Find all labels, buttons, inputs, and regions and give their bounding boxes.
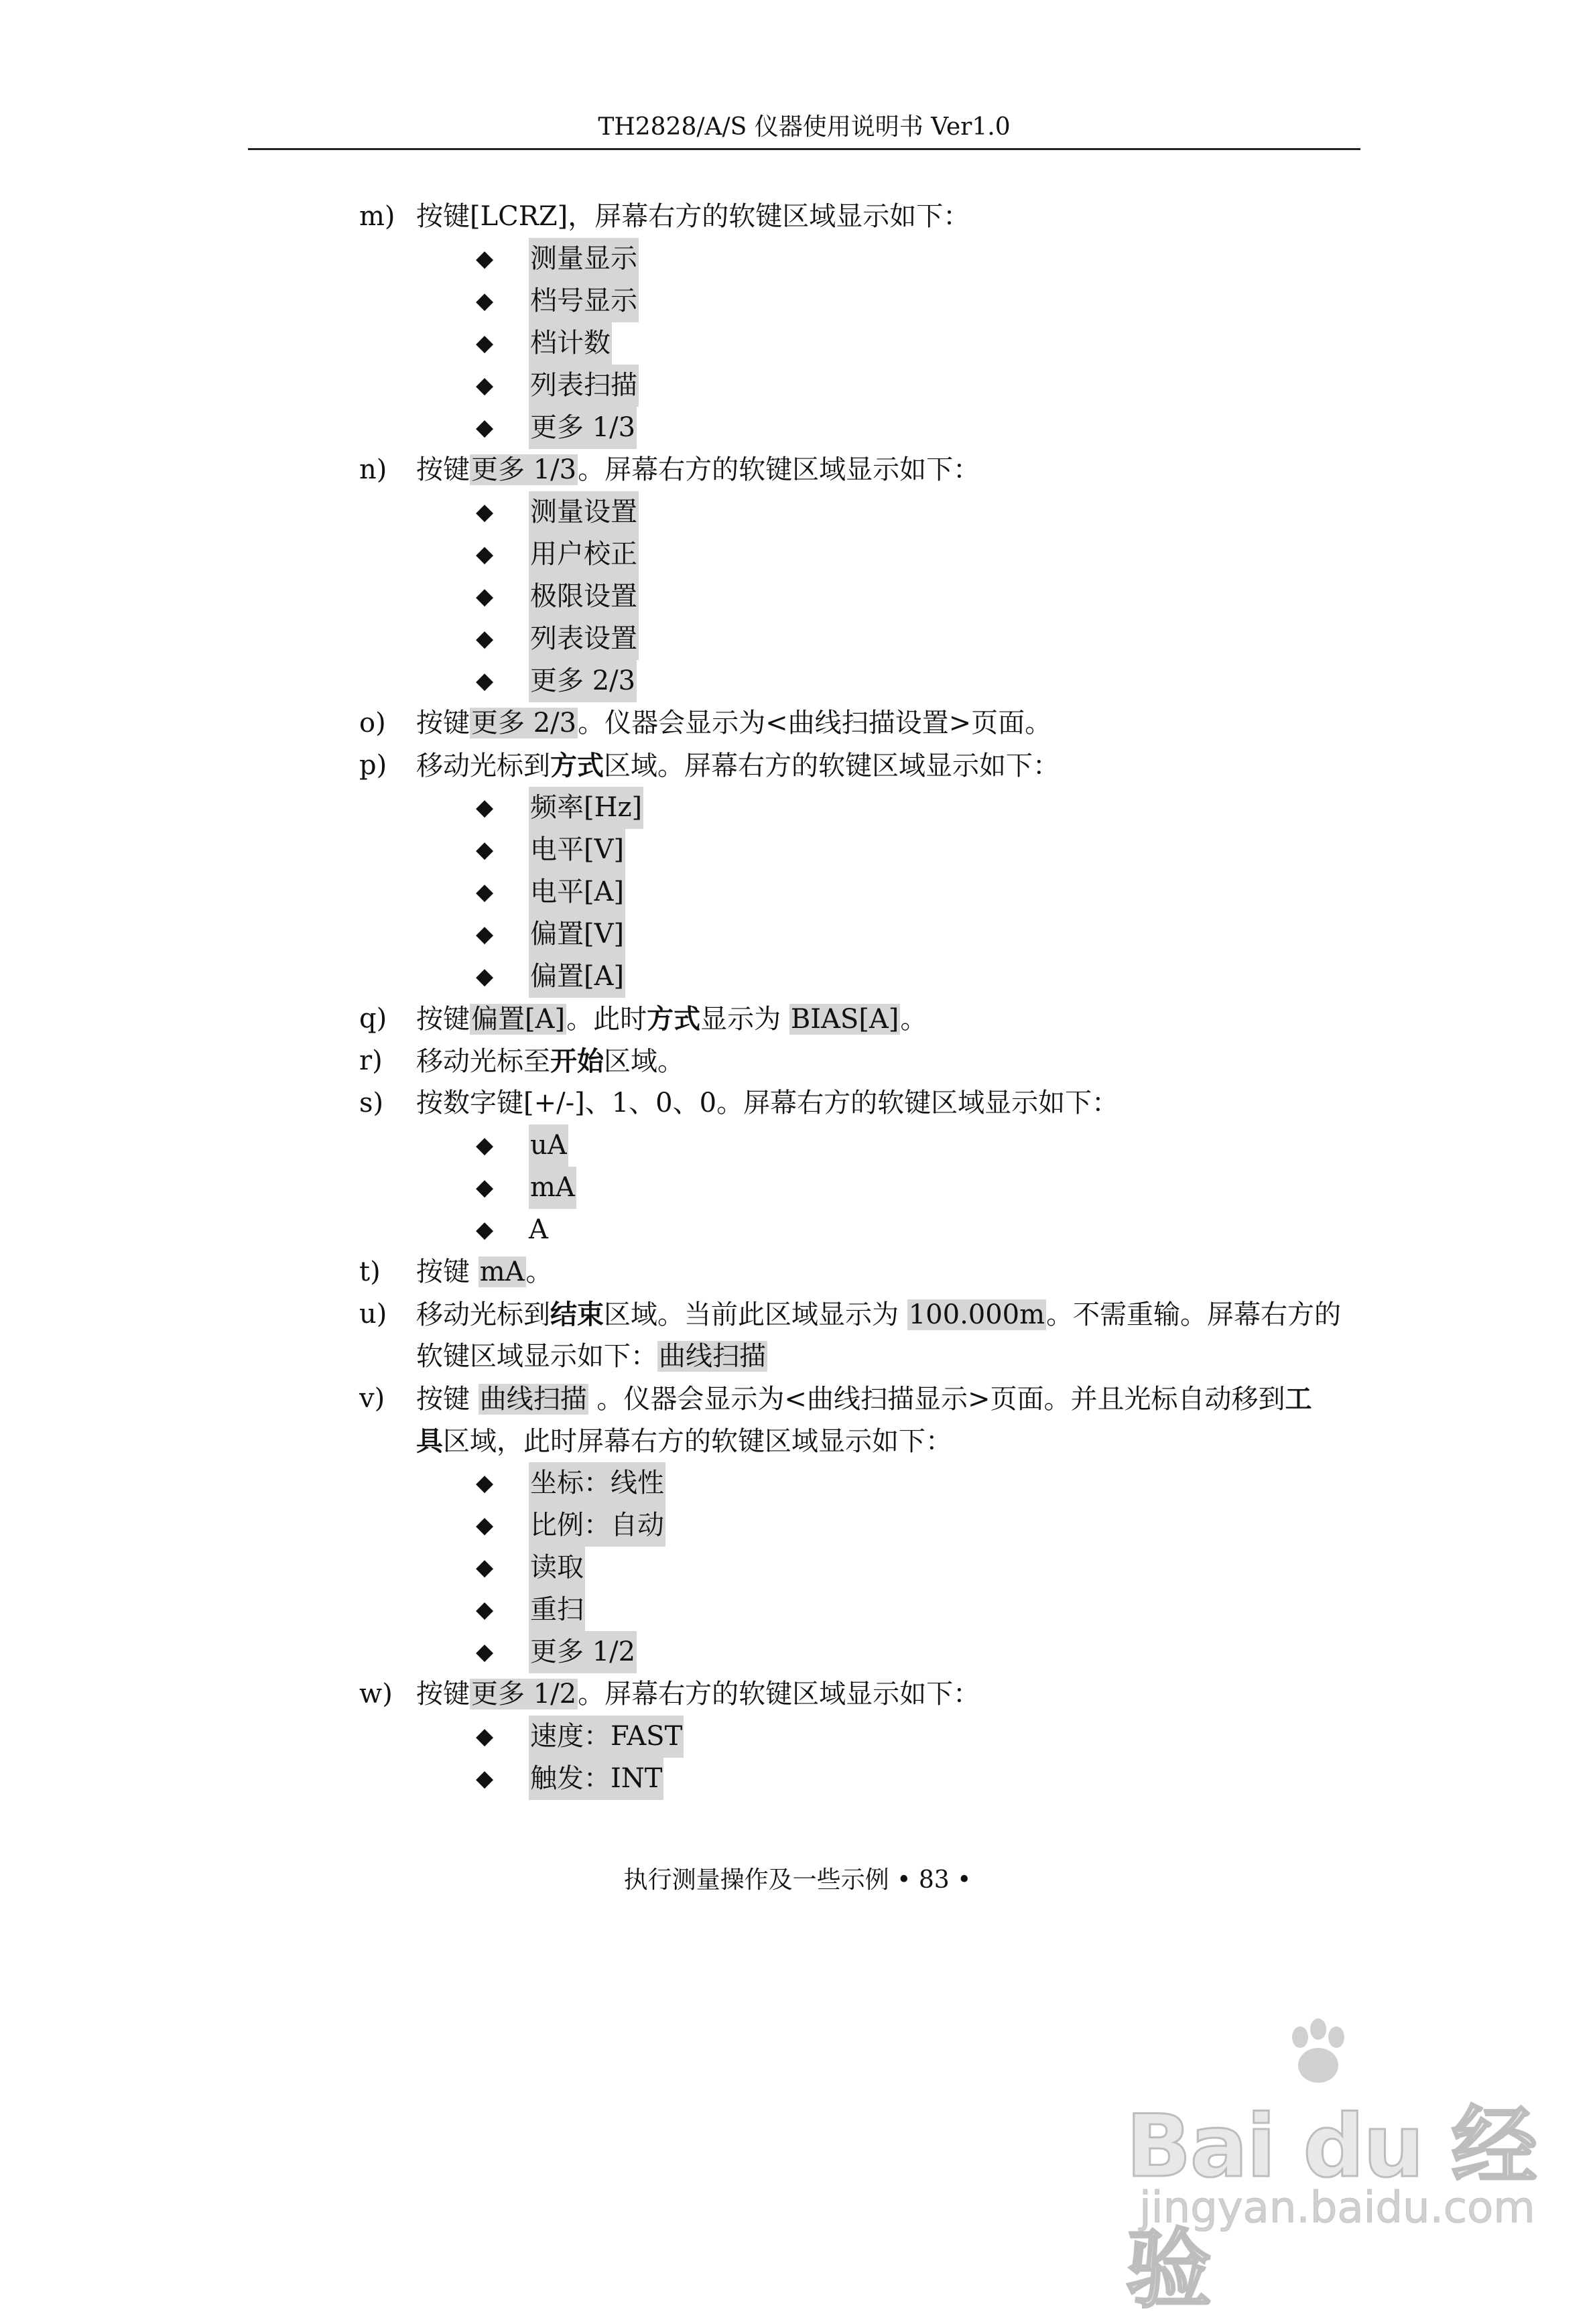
- softkey-label: 列表扫描: [529, 365, 639, 407]
- field-name: 工: [1285, 1383, 1312, 1415]
- softkey-item: [359, 365, 1358, 407]
- softkey-label: 曲线扫描: [479, 1384, 587, 1415]
- softkey-item: [359, 1631, 1358, 1673]
- step-marker: n): [359, 454, 387, 485]
- softkey-label: 更多 1/2: [529, 1631, 637, 1673]
- softkey-item: [359, 829, 1358, 871]
- diamond-bullet-icon: ◆: [476, 667, 494, 694]
- step-marker: p): [359, 750, 387, 781]
- softkey-item: [359, 787, 1358, 829]
- step-text: 按键: [416, 1256, 478, 1287]
- softkey-item: [359, 1209, 1358, 1251]
- step-marker: v): [359, 1383, 385, 1414]
- softkey-item: [359, 1589, 1358, 1631]
- step-marker: s): [359, 1088, 384, 1118]
- diamond-bullet-icon: ◆: [476, 583, 494, 610]
- step-text: 。仪器会显示为<曲线扫描设置>页面。: [578, 708, 1052, 738]
- step-text: 显示为: [700, 1004, 789, 1035]
- baidu-watermark: [1126, 2017, 1555, 2320]
- softkey-label: 偏置[A]: [529, 956, 625, 998]
- softkey-item: [359, 1462, 1358, 1504]
- softkey-label: 更多 2/3: [529, 660, 637, 702]
- softkey-label: 坐标：线性: [529, 1462, 665, 1504]
- instruction-list: [359, 196, 1358, 1800]
- step-text: 区域，此时屏幕右方的软键区域显示如下：: [443, 1426, 952, 1457]
- field-name: 具: [416, 1425, 443, 1457]
- softkey-item: [359, 1758, 1358, 1800]
- step-text: 区域。屏幕右方的软键区域显示如下：: [604, 751, 1060, 781]
- diamond-bullet-icon: ◆: [476, 414, 494, 441]
- diamond-bullet-icon: ◆: [476, 963, 494, 990]
- diamond-bullet-icon: ◆: [476, 245, 494, 272]
- softkey-label: 电平[V]: [529, 829, 625, 871]
- step-marker: w): [359, 1679, 393, 1709]
- step-marker: o): [359, 708, 386, 738]
- step-text: 区域。当前此区域显示为: [604, 1299, 907, 1330]
- diamond-bullet-icon: ◆: [476, 1596, 494, 1623]
- step-s: [359, 1082, 1358, 1124]
- diamond-bullet-icon: ◆: [476, 921, 494, 948]
- key-label: 更多 1/2: [471, 1679, 577, 1709]
- step-text: 。仪器会显示为<曲线扫描显示>页面。并且光标自动移到: [588, 1384, 1285, 1415]
- step-o: [359, 702, 1358, 745]
- step-marker: r): [359, 1045, 383, 1076]
- field-name: 结束: [550, 1299, 604, 1330]
- softkey-label: 测量设置: [529, 491, 639, 533]
- diamond-bullet-icon: ◆: [476, 1512, 494, 1539]
- diamond-bullet-icon: ◆: [476, 1554, 494, 1581]
- step-n: [359, 449, 1358, 491]
- softkey-label: 档号显示: [529, 280, 639, 322]
- field-name: 方式: [647, 1003, 701, 1035]
- softkey-label: 频率[Hz]: [529, 787, 643, 829]
- softkey-label: 档计数: [529, 322, 612, 365]
- step-w: [359, 1673, 1358, 1716]
- step-m: [359, 196, 1358, 238]
- softkey-label: 极限设置: [529, 576, 639, 618]
- softkey-label: 重扫: [529, 1589, 585, 1631]
- page-number: • 83 •: [897, 1866, 972, 1894]
- step-text: 。不需重输。屏幕右方的: [1046, 1299, 1342, 1330]
- step-marker: q): [359, 1003, 387, 1034]
- softkey-label: 触发：INT: [529, 1758, 663, 1800]
- softkey-item: [359, 660, 1358, 702]
- softkey-item: [359, 871, 1358, 913]
- key-label: mA: [479, 1256, 525, 1287]
- step-text: 移动光标到: [416, 1299, 550, 1330]
- diamond-bullet-icon: ◆: [476, 794, 494, 821]
- step-text: ，屏幕右方的软键区域显示如下：: [568, 201, 970, 232]
- step-text: 按键: [416, 1679, 470, 1709]
- step-marker: t): [359, 1256, 381, 1287]
- softkey-label: uA: [529, 1124, 568, 1167]
- softkey-label: mA: [529, 1167, 576, 1209]
- key-label: 偏置[A]: [471, 1004, 566, 1035]
- page-header: TH2828/A/S 仪器使用说明书 Ver1.0: [598, 113, 1011, 141]
- step-v-continued: [359, 1420, 1358, 1462]
- softkey-label: 列表设置: [529, 618, 639, 660]
- softkey-label: 电平[A]: [529, 871, 625, 913]
- field-name: 方式: [550, 750, 604, 781]
- softkey-item: [359, 576, 1358, 618]
- softkey-item: [359, 913, 1358, 956]
- softkey-label: 更多 1/3: [529, 407, 637, 449]
- softkey-item: [359, 322, 1358, 365]
- key-label: [LCRZ]: [470, 201, 568, 232]
- softkey-label: 测量显示: [529, 238, 639, 280]
- step-text: 按键: [416, 201, 470, 232]
- step-text: 。此时: [566, 1004, 647, 1035]
- softkey-label: A: [529, 1214, 548, 1245]
- step-text: 。屏幕右方的软键区域显示如下：: [578, 1679, 980, 1709]
- key-label: 更多 2/3: [471, 708, 577, 738]
- diamond-bullet-icon: ◆: [476, 836, 494, 863]
- diamond-bullet-icon: ◆: [476, 541, 494, 568]
- softkey-label: 读取: [529, 1547, 585, 1589]
- diamond-bullet-icon: ◆: [476, 1470, 494, 1496]
- step-text: 。屏幕右方的软键区域显示如下：: [578, 454, 980, 485]
- diamond-bullet-icon: ◆: [476, 1174, 494, 1201]
- watermark-url: jingyan.baidu.com: [1139, 2183, 1535, 2233]
- diamond-bullet-icon: ◆: [476, 1132, 494, 1159]
- step-q: [359, 998, 1358, 1040]
- step-text: 。: [900, 1004, 928, 1035]
- softkey-item: [359, 1547, 1358, 1589]
- step-r: [359, 1040, 1358, 1082]
- value-label: 100.000m: [908, 1299, 1045, 1330]
- value-label: BIAS[A]: [790, 1004, 899, 1035]
- step-p: [359, 745, 1358, 787]
- step-text: 按键: [416, 1384, 478, 1415]
- softkey-item: [359, 491, 1358, 533]
- step-text: 按键: [416, 1004, 470, 1035]
- step-v: [359, 1378, 1358, 1420]
- step-text: 按键: [416, 454, 470, 485]
- step-u: [359, 1293, 1358, 1336]
- diamond-bullet-icon: ◆: [476, 1765, 494, 1792]
- key-label: 更多 1/3: [471, 454, 577, 485]
- step-t: [359, 1251, 1358, 1293]
- step-text: 按键: [416, 708, 470, 738]
- softkey-item: [359, 1124, 1358, 1167]
- diamond-bullet-icon: ◆: [476, 330, 494, 357]
- softkey-item: [359, 1716, 1358, 1758]
- diamond-bullet-icon: ◆: [476, 1216, 494, 1243]
- softkey-label: 曲线扫描: [659, 1341, 766, 1372]
- step-text: 移动光标到: [416, 751, 550, 781]
- step-u-continued: [359, 1336, 1358, 1378]
- header-rule: [248, 148, 1360, 150]
- diamond-bullet-icon: ◆: [476, 1723, 494, 1750]
- softkey-label: 速度：FAST: [529, 1716, 684, 1758]
- step-text: 区域。: [604, 1046, 684, 1077]
- step-text: 软键区域显示如下：: [416, 1341, 657, 1372]
- diamond-bullet-icon: ◆: [476, 287, 494, 314]
- diamond-bullet-icon: ◆: [476, 625, 494, 652]
- softkey-item: [359, 1504, 1358, 1547]
- footer-text: 执行测量操作及一些示例: [623, 1866, 889, 1894]
- softkey-item: [359, 956, 1358, 998]
- step-text: 按数字键[+/-]、1、0、0。屏幕右方的软键区域显示如下：: [416, 1088, 1119, 1118]
- step-text: 移动光标至: [416, 1046, 550, 1077]
- softkey-label: 比例：自动: [529, 1504, 665, 1547]
- softkey-item: [359, 1167, 1358, 1209]
- watermark-brand: Bai du 经验: [1126, 2097, 1536, 2320]
- diamond-bullet-icon: ◆: [476, 499, 494, 525]
- softkey-item: [359, 280, 1358, 322]
- softkey-item: [359, 238, 1358, 280]
- diamond-bullet-icon: ◆: [476, 1638, 494, 1665]
- field-name: 开始: [550, 1045, 604, 1077]
- softkey-label: 用户校正: [529, 533, 639, 576]
- softkey-item: [359, 407, 1358, 449]
- softkey-item: [359, 618, 1358, 660]
- softkey-label: 偏置[V]: [529, 913, 625, 956]
- step-text: 。: [525, 1256, 553, 1287]
- diamond-bullet-icon: ◆: [476, 372, 494, 399]
- page-footer: [0, 1864, 1595, 1896]
- step-marker: m): [359, 201, 395, 232]
- diamond-bullet-icon: ◆: [476, 879, 494, 905]
- step-marker: u): [359, 1299, 387, 1330]
- softkey-item: [359, 533, 1358, 576]
